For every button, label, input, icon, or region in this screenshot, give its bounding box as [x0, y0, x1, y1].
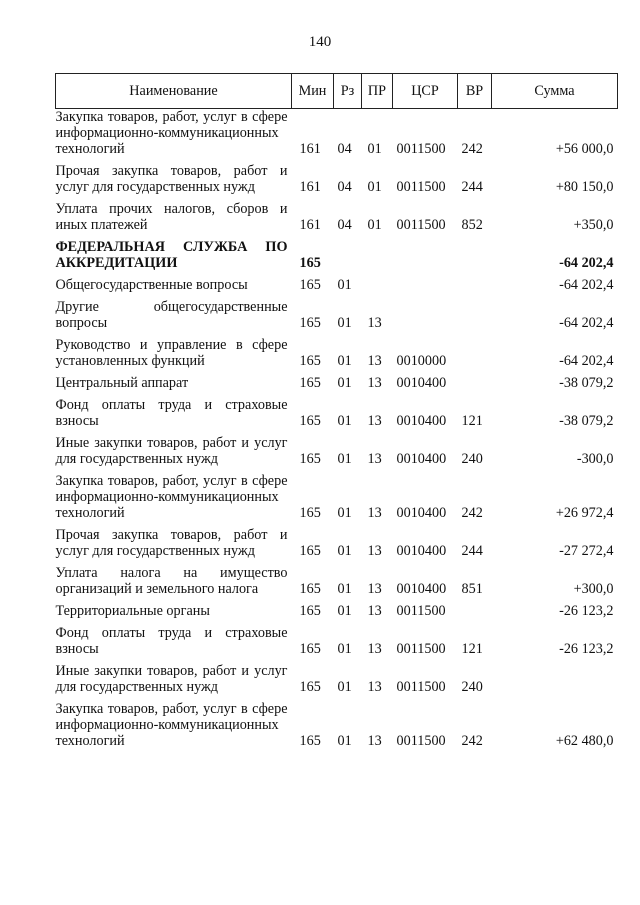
header-name: Наименование: [56, 74, 292, 109]
cell-sum: +300,0: [573, 581, 614, 597]
cell-rz: 04: [337, 141, 352, 157]
cell-csr: 0010400: [396, 451, 447, 467]
cell-sum: -300,0: [576, 451, 614, 467]
cell-min: 161: [299, 217, 321, 233]
table-body: [56, 109, 618, 750]
cell-rz: 01: [337, 315, 352, 331]
cell-rz: 01: [337, 543, 352, 559]
header-min: Мин: [292, 74, 334, 109]
cell-rz: [334, 233, 362, 271]
cell-pr: 13: [367, 413, 382, 429]
cell-rz: 01: [337, 277, 352, 293]
cell-pr: 13: [367, 581, 382, 597]
cell-vr: [458, 597, 492, 619]
table-row: [56, 467, 618, 521]
table-row: [56, 657, 618, 695]
table-row: [56, 369, 618, 391]
cell-rz: 01: [337, 413, 352, 429]
cell-csr: 0010400: [396, 543, 447, 559]
cell-csr: 0010400: [396, 375, 447, 391]
table-row: [56, 109, 618, 158]
table-row: [56, 521, 618, 559]
cell-csr: 0011500: [396, 733, 446, 749]
cell-csr: 0010400: [396, 413, 447, 429]
cell-pr: 13: [367, 505, 382, 521]
table-row: [56, 331, 618, 369]
cell-csr: 0011500: [396, 641, 446, 657]
cell-vr: 244: [461, 179, 483, 195]
cell-csr: 0011500: [396, 217, 446, 233]
cell-name: Центральный аппарат: [55, 375, 189, 391]
cell-name: Закупка товаров, работ, услуг в сфере информационно-коммуникационных технологий: [55, 109, 288, 157]
cell-min: 165: [299, 641, 321, 657]
cell-min: 165: [299, 543, 321, 559]
table-row: [56, 597, 618, 619]
table-row: [56, 429, 618, 467]
cell-min: 165: [299, 451, 321, 467]
cell-vr: 242: [461, 733, 483, 749]
cell-pr: 01: [367, 217, 382, 233]
cell-min: 165: [299, 679, 321, 695]
cell-vr: 121: [461, 641, 483, 657]
cell-csr: [393, 233, 458, 271]
cell-sum: +26 972,4: [555, 505, 614, 521]
cell-pr: 13: [367, 353, 382, 369]
header-rz: Рз: [334, 74, 362, 109]
cell-sum: -64 202,4: [559, 255, 614, 271]
cell-min: 165: [299, 733, 321, 749]
cell-pr: 01: [367, 179, 382, 195]
cell-rz: 01: [337, 581, 352, 597]
cell-sum: +56 000,0: [555, 141, 614, 157]
cell-csr: [393, 293, 458, 331]
cell-name: Уплата налога на имущество организаций и земельного налога: [55, 565, 288, 597]
cell-vr: 242: [461, 141, 483, 157]
cell-csr: 0010400: [396, 505, 447, 521]
cell-pr: 13: [367, 733, 382, 749]
cell-csr: 0011500: [396, 679, 446, 695]
cell-name: Иные закупки товаров, работ и услуг для государственных нужд: [55, 435, 288, 467]
cell-name: Прочая закупка товаров, работ и услуг для государственных нужд: [55, 527, 288, 559]
cell-vr: 240: [461, 451, 483, 467]
cell-sum: +350,0: [573, 217, 614, 233]
table-row: [56, 157, 618, 195]
cell-vr: [458, 271, 492, 293]
cell-name: Закупка товаров, работ, услуг в сфере информационно-коммуникационных технологий: [55, 701, 288, 749]
cell-min: 165: [299, 375, 321, 391]
cell-csr: 0010400: [396, 581, 447, 597]
cell-pr: 13: [367, 679, 382, 695]
cell-csr: 0011500: [396, 141, 446, 157]
cell-sum: -38 079,2: [559, 375, 614, 391]
table-row: [56, 195, 618, 233]
cell-rz: 04: [337, 179, 352, 195]
header-csr: ЦСР: [393, 74, 458, 109]
cell-vr: 244: [461, 543, 483, 559]
cell-csr: 0011500: [396, 179, 446, 195]
budget-table: [55, 73, 618, 749]
cell-name: Руководство и управление в сфере установленных функций: [55, 337, 288, 369]
cell-sum: +80 150,0: [555, 179, 614, 195]
table-row: [56, 293, 618, 331]
cell-vr: 242: [461, 505, 483, 521]
cell-pr: 13: [367, 543, 382, 559]
cell-name: ФЕДЕРАЛЬНАЯ СЛУЖБА ПО АККРЕДИТАЦИИ: [55, 239, 288, 271]
cell-pr: 13: [367, 375, 382, 391]
cell-min: 161: [299, 179, 321, 195]
cell-rz: 01: [337, 733, 352, 749]
cell-vr: [458, 369, 492, 391]
table-row: [56, 619, 618, 657]
cell-rz: 01: [337, 353, 352, 369]
cell-name: Территориальные органы: [55, 603, 210, 619]
table-row: [56, 233, 618, 271]
cell-rz: 04: [337, 217, 352, 233]
cell-vr: [458, 293, 492, 331]
cell-csr: [393, 271, 458, 293]
cell-min: 165: [299, 505, 321, 521]
cell-pr: 13: [367, 451, 382, 467]
cell-csr: 0011500: [396, 603, 446, 619]
cell-name: Фонд оплаты труда и страховые взносы: [55, 397, 288, 429]
cell-min: 165: [299, 255, 321, 271]
cell-vr: 852: [461, 217, 483, 233]
cell-sum: [492, 657, 618, 695]
page-number: 140: [308, 34, 332, 50]
cell-pr: [362, 271, 393, 293]
cell-vr: [458, 233, 492, 271]
table-row: [56, 559, 618, 597]
cell-vr: [458, 331, 492, 369]
cell-min: 165: [299, 581, 321, 597]
cell-rz: 01: [337, 505, 352, 521]
header-pr: ПР: [362, 74, 393, 109]
cell-vr: 851: [461, 581, 483, 597]
cell-vr: 121: [461, 413, 483, 429]
cell-min: 165: [299, 353, 321, 369]
cell-pr: 13: [367, 641, 382, 657]
cell-name: Закупка товаров, работ, услуг в сфере информационно-коммуникационных технологий: [55, 473, 288, 521]
cell-rz: 01: [337, 641, 352, 657]
cell-sum: -27 272,4: [559, 543, 614, 559]
cell-pr: 13: [367, 315, 382, 331]
cell-min: 161: [299, 141, 321, 157]
cell-rz: 01: [337, 375, 352, 391]
cell-sum: -26 123,2: [559, 641, 614, 657]
table-header: [56, 74, 618, 109]
cell-name: Прочая закупка товаров, работ и услуг для государственных нужд: [55, 163, 288, 195]
cell-rz: 01: [337, 451, 352, 467]
table-row: [56, 391, 618, 429]
cell-name: Общегосударственные вопросы: [55, 277, 248, 293]
cell-sum: -26 123,2: [559, 603, 614, 619]
table-row: [56, 695, 618, 749]
cell-pr: [362, 233, 393, 271]
table-row: [56, 271, 618, 293]
cell-name: Другие общегосударственные вопросы: [55, 299, 288, 331]
cell-pr: 13: [367, 603, 382, 619]
cell-sum: -64 202,4: [559, 277, 614, 293]
cell-rz: 01: [337, 679, 352, 695]
cell-sum: -64 202,4: [559, 315, 614, 331]
cell-sum: +62 480,0: [555, 733, 614, 749]
cell-min: 165: [299, 277, 321, 293]
cell-csr: 0010000: [396, 353, 447, 369]
cell-min: 165: [299, 413, 321, 429]
cell-name: Фонд оплаты труда и страховые взносы: [55, 625, 288, 657]
header-row: [56, 74, 618, 109]
cell-min: 165: [299, 315, 321, 331]
cell-name: Уплата прочих налогов, сборов и иных платежей: [55, 201, 288, 233]
cell-name: Иные закупки товаров, работ и услуг для государственных нужд: [55, 663, 288, 695]
cell-pr: 01: [367, 141, 382, 157]
cell-min: 165: [299, 603, 321, 619]
header-sum: Сумма: [492, 74, 618, 109]
header-vr: ВР: [458, 74, 492, 109]
cell-rz: 01: [337, 603, 352, 619]
cell-sum: -38 079,2: [559, 413, 614, 429]
cell-sum: -64 202,4: [559, 353, 614, 369]
cell-vr: 240: [461, 679, 483, 695]
